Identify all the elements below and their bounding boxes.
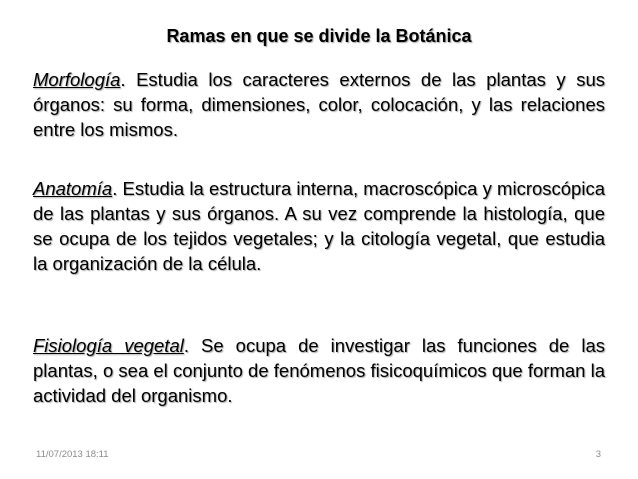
paragraph-fisiologia — [33, 333, 605, 408]
footer-date: 11/07/2013 18:11 — [36, 449, 109, 460]
slide-title: Ramas en que se divide la Botánica — [166, 26, 472, 46]
paragraph-text: . Se ocupa de investigar las funciones de las plantas, o sea el conjunto de fenómenos fisicoquímicos que forman la actividad del organismo. — [33, 335, 605, 406]
term-morfologia: Morfología — [33, 69, 121, 90]
term-anatomia: Anatomía — [33, 178, 113, 199]
paragraph-morfologia — [33, 67, 605, 142]
term-fisiologia-vegetal: Fisiología vegetal — [33, 335, 184, 356]
paragraph-text: . Estudia la estructura interna, macroscópica y microscópica de las plantas y sus órganos. A su vez comprende la histología, que se ocupa de los tejidos vegetales; y la citología vegetal, que estudia la organización de la célula. — [33, 178, 605, 274]
paragraph-text: . Estudia los caracteres externos de las plantas y sus órganos: su forma, dimensiones, color, colocación, y las relaciones entre los mismos. — [33, 69, 605, 140]
footer-page-number: 3 — [595, 449, 601, 460]
paragraph-anatomia — [33, 176, 605, 276]
